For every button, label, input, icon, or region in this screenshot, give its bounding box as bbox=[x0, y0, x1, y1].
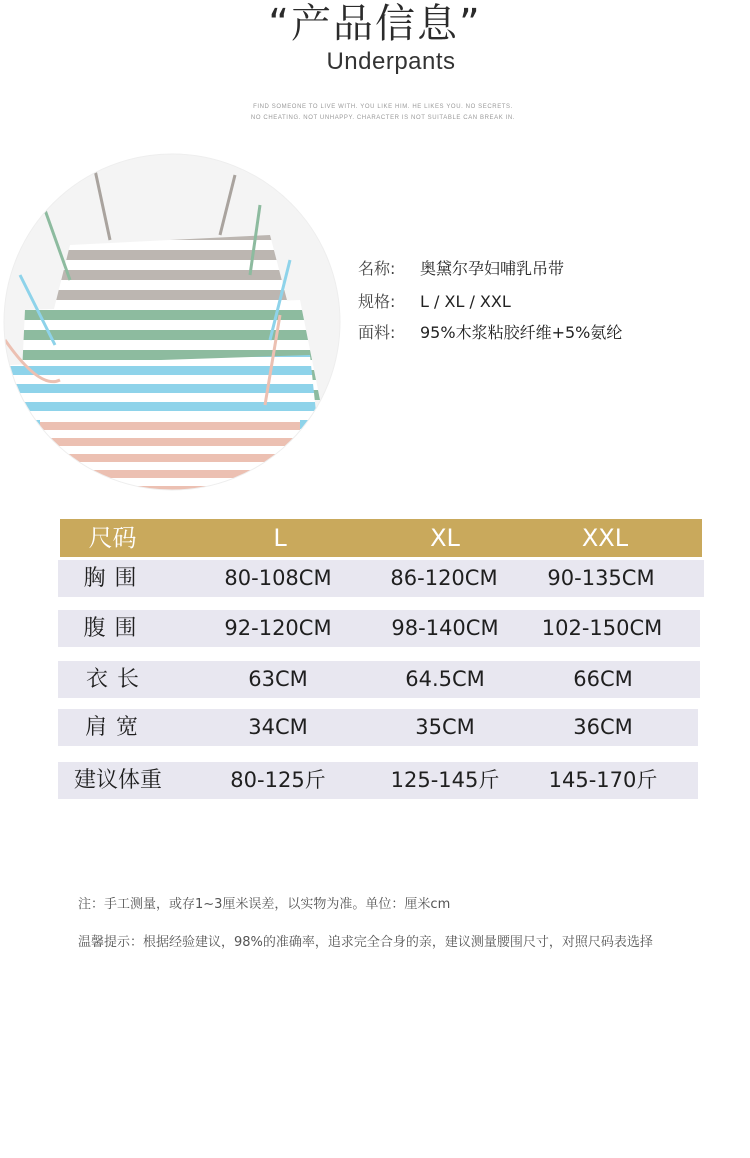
cell-xl: 125-145斤 bbox=[390, 768, 500, 792]
product-name-value: 奥黛尔孕妇哺乳吊带 bbox=[420, 259, 565, 278]
cell-l: 80-108CM bbox=[224, 566, 332, 590]
product-name-row bbox=[358, 258, 564, 280]
cell-l: 34CM bbox=[248, 715, 308, 739]
page-subtitle: Underpants bbox=[326, 48, 456, 75]
cell-l: 92-120CM bbox=[224, 616, 332, 640]
product-photo bbox=[0, 150, 345, 495]
cell-l: 63CM bbox=[248, 667, 308, 691]
tagline-line-1: FIND SOMEONE TO LIVE WITH. YOU LIKE HIM. HE LIKES YOU. NO SECRETS. bbox=[253, 104, 513, 110]
table-row bbox=[58, 709, 698, 746]
fitting-tip: 温馨提示：根据经验建议，98%的准确率，追求完全合身的亲，建议测量腰围尺寸，对照尺码表选择 bbox=[78, 935, 653, 950]
size-table-header bbox=[60, 519, 702, 557]
cell-xxl: 90-135CM bbox=[547, 566, 655, 590]
product-fabric-label: 面料: bbox=[358, 323, 396, 342]
row-label: 胸 围 bbox=[83, 566, 138, 591]
row-label: 衣 长 bbox=[86, 667, 140, 692]
cell-xxl: 66CM bbox=[573, 667, 633, 691]
cell-xxl: 145-170斤 bbox=[548, 768, 658, 792]
product-spec-row bbox=[358, 291, 511, 313]
table-row bbox=[58, 661, 700, 698]
product-fabric-row bbox=[358, 322, 622, 344]
header-xl: XL bbox=[430, 524, 460, 552]
tagline-line-2: NO CHEATING. NOT UNHAPPY. CHARACTER IS NOT SUITABLE CAN BREAK IN. bbox=[250, 115, 516, 121]
cell-xl: 35CM bbox=[415, 715, 475, 739]
table-row bbox=[58, 762, 698, 799]
cell-xl: 98-140CM bbox=[391, 616, 499, 640]
product-spec-label: 规格: bbox=[358, 292, 396, 311]
header-l: L bbox=[273, 524, 287, 552]
measurement-note: 注：手工测量，或存1~3厘米误差，以实物为准。单位：厘米cm bbox=[78, 897, 451, 912]
header-xxl: XXL bbox=[581, 524, 629, 552]
product-fabric-value: 95%木浆粘胶纤维+5%氨纶 bbox=[420, 323, 623, 342]
row-label: 建议体重 bbox=[73, 768, 162, 793]
page-title: “产品信息” bbox=[268, 1, 482, 47]
cell-xl: 64.5CM bbox=[405, 667, 485, 691]
cell-l: 80-125斤 bbox=[230, 768, 326, 792]
header-size: 尺码 bbox=[88, 524, 137, 552]
row-label: 肩 宽 bbox=[85, 715, 139, 740]
product-name-label: 名称: bbox=[358, 259, 396, 278]
cell-xl: 86-120CM bbox=[390, 566, 498, 590]
table-row bbox=[58, 610, 700, 647]
cell-xxl: 36CM bbox=[573, 715, 633, 739]
product-spec-value: L / XL / XXL bbox=[420, 292, 511, 311]
table-row bbox=[58, 560, 704, 597]
row-label: 腹 围 bbox=[83, 616, 138, 641]
cell-xxl: 102-150CM bbox=[541, 616, 663, 640]
